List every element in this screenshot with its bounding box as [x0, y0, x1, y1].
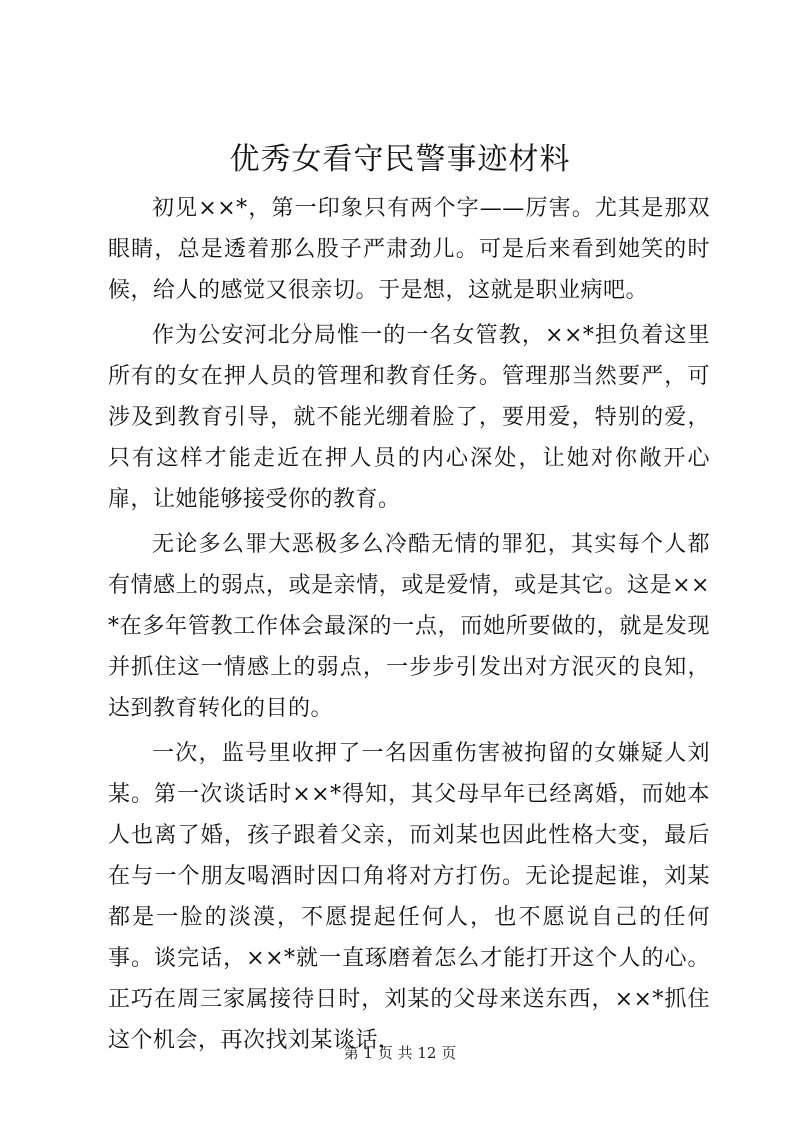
paragraph-1: 初见××*，第一印象只有两个字——厉害。尤其是那双眼睛，总是透着那么股子严肃劲儿。可是后来看到她笑的时候，给人的感觉又很亲切。于是想，这就是职业病吧。 — [108, 196, 710, 303]
document-title: 优秀女看守民警事迹材料 — [229, 142, 571, 177]
paragraph-2: 作为公安河北分局惟一的一名女管教，××*担负着这里所有的女在押人员的管理和教育任务。管理那当然要严，可涉及到教育引导，就不能光绷着脸了，要用爱，特别的爱，只有这样才能走近在押人员的内心深处，让她对你敞开心扉，让她能够接受你的教育。 — [108, 323, 710, 512]
paragraph-3: 无论多么罪大恶极多么冷酷无情的罪犯，其实每个人都有情感上的弱点，或是亲情，或是爱情，或是其它。这是××*在多年管教工作体会最深的一点，而她所要做的，就是发现并抓住这一情感上的弱点，一步步引发出对方泯灭的良知，达到教育转化的目的。 — [108, 532, 710, 721]
document-body — [108, 188, 710, 1061]
page-number-footer: 第 1 页 共 12 页 — [343, 1044, 457, 1062]
paragraph-4: 一次，监号里收押了一名因重伤害被拘留的女嫌疑人刘某。第一次谈话时××*得知，其父母早年已经离婚，而她本人也离了婚，孩子跟着父亲，而刘某也因此性格大变，最后在与一个朋友喝酒时因口角将对方打伤。无论提起谁，刘某都是一脸的淡漠，不愿提起任何人，也不愿说自己的任何事。谈完话，××*就一直琢磨着怎么才能打开这个人的心。正巧在周三家属接待日时，刘某的父母来送东西，××*抓住这个机会，再次找刘某谈话， — [108, 741, 710, 1053]
